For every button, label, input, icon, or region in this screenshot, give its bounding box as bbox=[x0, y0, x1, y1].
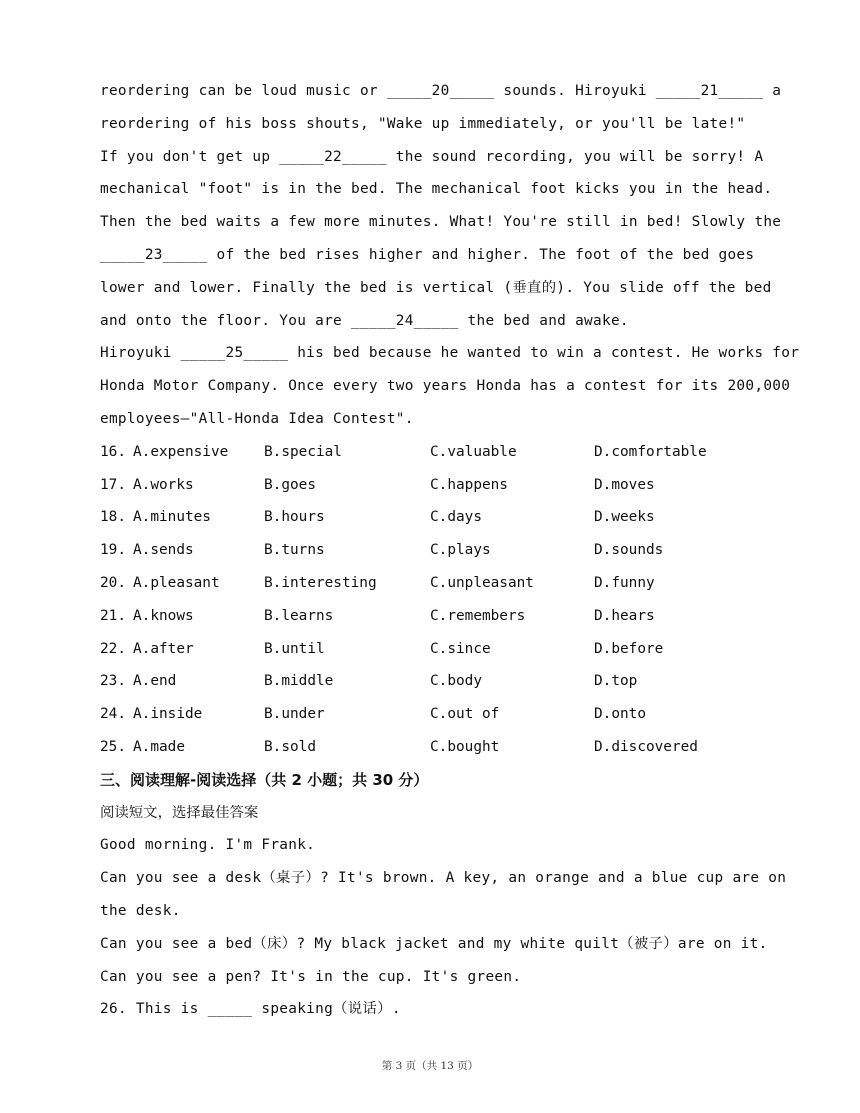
question-row bbox=[100, 633, 762, 666]
option-b: B.learns bbox=[264, 607, 334, 624]
option-a: A.sends bbox=[133, 542, 194, 559]
question-row bbox=[100, 567, 762, 600]
option-c: C.unpleasant bbox=[430, 574, 534, 591]
question-number: 18. bbox=[100, 509, 126, 526]
option-a: A.inside bbox=[133, 706, 203, 723]
option-d: D.comfortable bbox=[594, 443, 707, 460]
question-row bbox=[100, 469, 762, 502]
passage-line: lower and lower. Finally the bed is vertical (垂直的). You slide off the bed bbox=[100, 279, 772, 296]
option-d: D.sounds bbox=[594, 542, 664, 559]
passage-line: Then the bed waits a few more minutes. What! You're still in bed! Slowly the bbox=[100, 214, 782, 231]
option-d: D.funny bbox=[594, 574, 655, 591]
passage-line: Hiroyuki _____25_____ his bed because he wanted to win a contest. He works for bbox=[100, 345, 800, 362]
option-d: D.onto bbox=[594, 706, 646, 723]
option-d: D.moves bbox=[594, 476, 655, 493]
question-row bbox=[100, 600, 762, 633]
option-a: A.minutes bbox=[133, 509, 211, 526]
option-a: A.end bbox=[133, 673, 177, 690]
question-26: 26. This is _____ speaking（说话）. bbox=[100, 1001, 401, 1018]
option-a: A.pleasant bbox=[133, 574, 220, 591]
option-b: B.middle bbox=[264, 673, 334, 690]
option-a: A.made bbox=[133, 738, 185, 755]
option-c: C.since bbox=[430, 640, 491, 657]
option-c: C.out of bbox=[430, 706, 500, 723]
option-c: C.happens bbox=[430, 476, 508, 493]
passage-line: mechanical "foot" is in the bed. The mechanical foot kicks you in the head. bbox=[100, 181, 773, 198]
option-a: A.knows bbox=[133, 607, 194, 624]
passage-line: reordering of his boss shouts, "Wake up immediately, or you'll be late!" bbox=[100, 115, 746, 132]
page-content bbox=[100, 75, 800, 1026]
reading-line: Good morning. I'm Frank. bbox=[100, 837, 316, 854]
passage-line: employees—"All-Honda Idea Contest". bbox=[100, 410, 414, 427]
question-number: 21. bbox=[100, 607, 126, 624]
option-b: B.under bbox=[264, 706, 325, 723]
option-c: C.valuable bbox=[430, 443, 517, 460]
passage-line: reordering can be loud music or _____20_____ sounds. Hiroyuki _____21_____ a bbox=[100, 83, 782, 99]
question-number: 20. bbox=[100, 574, 126, 591]
option-b: B.until bbox=[264, 640, 325, 657]
question-number: 24. bbox=[100, 706, 126, 723]
reading-line: Can you see a desk（桌子）? It's brown. A key, an orange and a blue cup are on bbox=[100, 870, 787, 887]
reading-line: Can you see a pen? It's in the cup. It's green. bbox=[100, 968, 522, 985]
option-a: A.works bbox=[133, 476, 194, 493]
option-d: D.weeks bbox=[594, 509, 655, 526]
question-number: 17. bbox=[100, 476, 126, 493]
question-row bbox=[100, 698, 762, 731]
question-number: 23. bbox=[100, 673, 126, 690]
option-b: B.special bbox=[264, 443, 342, 460]
question-row bbox=[100, 665, 762, 698]
question-row bbox=[100, 534, 762, 567]
question-number: 16. bbox=[100, 443, 126, 460]
option-c: C.body bbox=[430, 673, 482, 690]
option-c: C.remembers bbox=[430, 607, 526, 624]
page-footer: 第 3 页（共 13 页） bbox=[381, 1060, 479, 1072]
option-c: C.plays bbox=[430, 542, 491, 559]
option-d: D.hears bbox=[594, 607, 655, 624]
option-b: B.interesting bbox=[264, 574, 377, 591]
option-d: D.discovered bbox=[594, 738, 698, 755]
question-row bbox=[100, 501, 762, 534]
option-a: A.expensive bbox=[133, 443, 229, 460]
passage-line: _____23_____ of the bed rises higher and higher. The foot of the bed goes bbox=[100, 246, 755, 263]
option-d: D.top bbox=[594, 673, 638, 690]
question-row bbox=[100, 436, 762, 469]
reading-line: Can you see a bed（床）? My black jacket and my white quilt（被子）are on it. bbox=[100, 935, 768, 952]
passage-line: If you don't get up _____22_____ the sound recording, you will be sorry! A bbox=[100, 148, 764, 165]
option-b: B.sold bbox=[264, 738, 316, 755]
option-b: B.hours bbox=[264, 509, 325, 526]
option-b: B.goes bbox=[264, 476, 316, 493]
question-number: 19. bbox=[100, 542, 126, 559]
option-c: C.days bbox=[430, 509, 482, 526]
question-number: 25. bbox=[100, 738, 126, 755]
section-instruction: 阅读短文，选择最佳答案 bbox=[100, 804, 259, 821]
passage-line: Honda Motor Company. Once every two years Honda has a contest for its 200,000 bbox=[100, 378, 791, 395]
question-number: 22. bbox=[100, 640, 126, 657]
option-a: A.after bbox=[133, 640, 194, 657]
reading-line: the desk. bbox=[100, 902, 181, 919]
section-heading: 三、阅读理解-阅读选择（共 2 小题；共 30 分） bbox=[100, 770, 429, 789]
option-d: D.before bbox=[594, 640, 664, 657]
question-row bbox=[100, 731, 762, 764]
option-c: C.bought bbox=[430, 738, 500, 755]
option-b: B.turns bbox=[264, 542, 325, 559]
passage-line: and onto the floor. You are _____24_____ the bed and awake. bbox=[100, 312, 629, 329]
